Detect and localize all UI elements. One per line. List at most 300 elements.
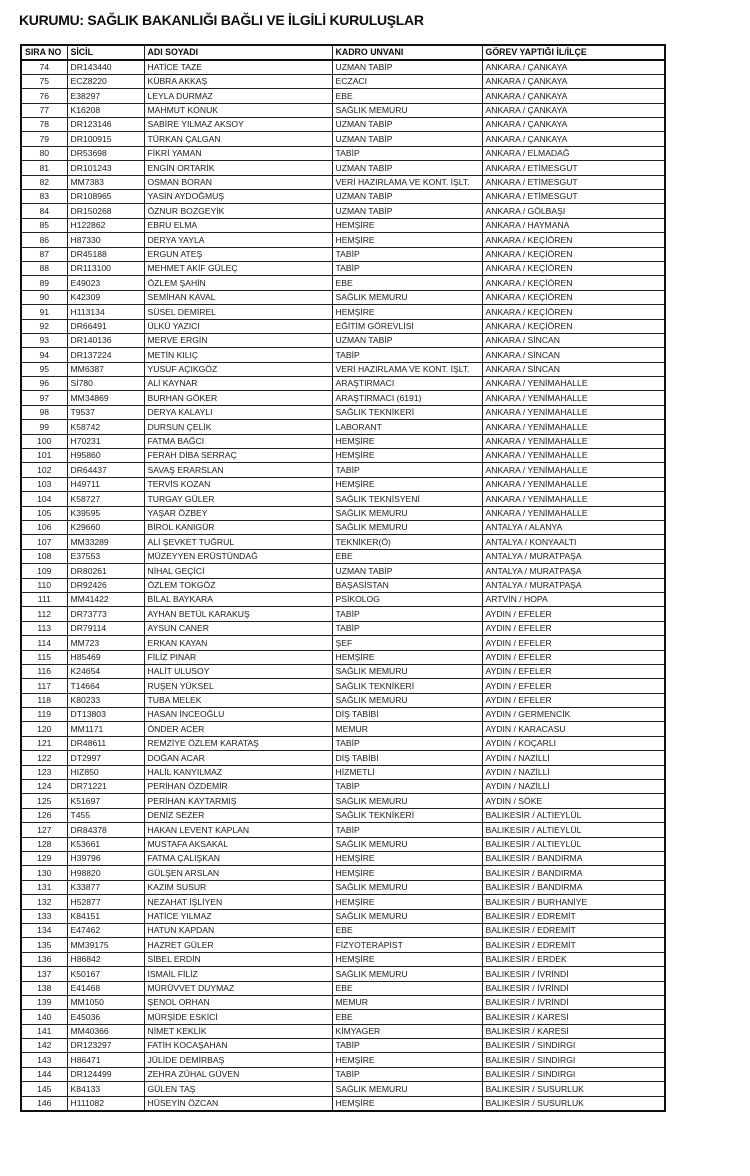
cell-sira-no: 77 (21, 103, 67, 117)
cell-sicil: DR79114 (67, 621, 144, 635)
cell-adi-soyadi: NEZAHAT İŞLİYEN (144, 895, 332, 909)
table-row (21, 794, 665, 808)
cell-kadro-unvani: SAĞLIK TEKNİKERİ (332, 405, 482, 419)
table-row (21, 923, 665, 937)
cell-adi-soyadi: FATİH KOCAŞAHAN (144, 1039, 332, 1053)
cell-sicil: DR71221 (67, 780, 144, 794)
cell-kadro-unvani: UZMAN TABİP (332, 118, 482, 132)
cell-sicil: DT2997 (67, 751, 144, 765)
table-row (21, 751, 665, 765)
cell-sicil: E37553 (67, 549, 144, 563)
cell-kadro-unvani: SAĞLIK MEMURU (332, 1082, 482, 1096)
cell-sira-no: 123 (21, 765, 67, 779)
cell-gorev-yaptigi-il-ilce: ANKARA / YENİMAHALLE (482, 463, 665, 477)
cell-kadro-unvani: TEKNİKER(Ö) (332, 535, 482, 549)
cell-adi-soyadi: ÜLKÜ YAZICI (144, 319, 332, 333)
table-row (21, 449, 665, 463)
cell-sicil: DR123146 (67, 118, 144, 132)
cell-gorev-yaptigi-il-ilce: ANTALYA / MURATPAŞA (482, 578, 665, 592)
cell-sicil: K80233 (67, 693, 144, 707)
cell-sicil: HIZ850 (67, 765, 144, 779)
page-title: KURUMU: SAĞLIK BAKANLIĞI BAĞLI VE İLGİLİ KURULUŞLAR (19, 12, 424, 28)
cell-gorev-yaptigi-il-ilce: BALIKESİR / İVRİNDİ (482, 995, 665, 1009)
cell-sira-no: 84 (21, 204, 67, 218)
cell-gorev-yaptigi-il-ilce: ANKARA / YENİMAHALLE (482, 391, 665, 405)
cell-kadro-unvani: HEMŞİRE (332, 477, 482, 491)
cell-sira-no: 125 (21, 794, 67, 808)
cell-adi-soyadi: NİMET KEKLİK (144, 1024, 332, 1038)
cell-sicil: K16208 (67, 103, 144, 117)
cell-kadro-unvani: SAĞLIK MEMURU (332, 521, 482, 535)
table-row (21, 995, 665, 1009)
cell-adi-soyadi: TUBA MELEK (144, 693, 332, 707)
cell-adi-soyadi: DERYA KALAYLI (144, 405, 332, 419)
table-row (21, 146, 665, 160)
cell-kadro-unvani: EBE (332, 981, 482, 995)
cell-sira-no: 144 (21, 1067, 67, 1081)
cell-sira-no: 91 (21, 305, 67, 319)
cell-sicil: MM7383 (67, 175, 144, 189)
cell-kadro-unvani: HEMŞİRE (332, 650, 482, 664)
table-row (21, 89, 665, 103)
cell-kadro-unvani: TABİP (332, 261, 482, 275)
cell-sicil: MM33289 (67, 535, 144, 549)
cell-sicil: DT13803 (67, 708, 144, 722)
cell-sicil: H86471 (67, 1053, 144, 1067)
cell-sicil: MM34869 (67, 391, 144, 405)
cell-sira-no: 118 (21, 693, 67, 707)
cell-kadro-unvani: FİZYOTERAPİST (332, 938, 482, 952)
cell-kadro-unvani: EBE (332, 276, 482, 290)
cell-adi-soyadi: DOĞAN ACAR (144, 751, 332, 765)
cell-kadro-unvani: TABİP (332, 348, 482, 362)
cell-sicil: K84133 (67, 1082, 144, 1096)
cell-sicil: DR80261 (67, 564, 144, 578)
cell-gorev-yaptigi-il-ilce: ANTALYA / ALANYA (482, 521, 665, 535)
cell-sicil: T455 (67, 808, 144, 822)
cell-gorev-yaptigi-il-ilce: ANKARA / GÖLBAŞI (482, 204, 665, 218)
cell-adi-soyadi: ALİ ŞEVKET TUĞRUL (144, 535, 332, 549)
cell-gorev-yaptigi-il-ilce: BALIKESİR / ALTIEYLÜL (482, 823, 665, 837)
cell-sicil: K29660 (67, 521, 144, 535)
cell-sira-no: 135 (21, 938, 67, 952)
cell-sicil: K50167 (67, 967, 144, 981)
cell-kadro-unvani: HEMŞİRE (332, 233, 482, 247)
cell-sicil: K58742 (67, 420, 144, 434)
cell-sira-no: 143 (21, 1053, 67, 1067)
table-row (21, 1053, 665, 1067)
cell-kadro-unvani: SAĞLIK MEMURU (332, 103, 482, 117)
cell-sicil: DR66491 (67, 319, 144, 333)
cell-gorev-yaptigi-il-ilce: BALIKESİR / EDREMİT (482, 923, 665, 937)
cell-adi-soyadi: YUSUF AÇIKGÖZ (144, 362, 332, 376)
cell-sira-no: 79 (21, 132, 67, 146)
table-row (21, 693, 665, 707)
cell-adi-soyadi: REMZİYE ÖZLEM KARATAŞ (144, 736, 332, 750)
table-row (21, 1082, 665, 1096)
cell-kadro-unvani: SAĞLIK MEMURU (332, 794, 482, 808)
table-row (21, 233, 665, 247)
cell-sira-no: 113 (21, 621, 67, 635)
cell-adi-soyadi: OSMAN BORAN (144, 175, 332, 189)
column-header-gorev-yaptigi-il-ilce: GÖREV YAPTIĞI İL/İLÇE (482, 45, 665, 60)
cell-kadro-unvani: TABİP (332, 1039, 482, 1053)
cell-sicil: DR108965 (67, 190, 144, 204)
cell-gorev-yaptigi-il-ilce: ANKARA / KEÇİÖREN (482, 233, 665, 247)
cell-sicil: K51697 (67, 794, 144, 808)
cell-sicil: K42309 (67, 290, 144, 304)
cell-sira-no: 75 (21, 74, 67, 88)
cell-gorev-yaptigi-il-ilce: BALIKESİR / BANDIRMA (482, 880, 665, 894)
cell-gorev-yaptigi-il-ilce: AYDIN / NAZİLLİ (482, 765, 665, 779)
cell-gorev-yaptigi-il-ilce: AYDIN / KARACASU (482, 722, 665, 736)
cell-adi-soyadi: DERYA YAYLA (144, 233, 332, 247)
cell-adi-soyadi: FATMA ÇALIŞKAN (144, 851, 332, 865)
cell-adi-soyadi: PERİHAN ÖZDEMİR (144, 780, 332, 794)
cell-sicil: DR143440 (67, 60, 144, 75)
cell-kadro-unvani: HEMŞİRE (332, 851, 482, 865)
table-row (21, 967, 665, 981)
cell-kadro-unvani: SAĞLIK MEMURU (332, 909, 482, 923)
cell-sicil: DR53698 (67, 146, 144, 160)
cell-gorev-yaptigi-il-ilce: ANKARA / KEÇİÖREN (482, 305, 665, 319)
cell-adi-soyadi: ÖZLEM TOKGÖZ (144, 578, 332, 592)
cell-adi-soyadi: ERKAN KAYAN (144, 636, 332, 650)
cell-adi-soyadi: HALİT ULUSOY (144, 664, 332, 678)
cell-sira-no: 124 (21, 780, 67, 794)
cell-kadro-unvani: KİMYAGER (332, 1024, 482, 1038)
cell-sira-no: 128 (21, 837, 67, 851)
cell-sira-no: 138 (21, 981, 67, 995)
table-row (21, 420, 665, 434)
cell-kadro-unvani: UZMAN TABİP (332, 333, 482, 347)
table-row (21, 391, 665, 405)
cell-kadro-unvani: TABİP (332, 607, 482, 621)
table-row (21, 377, 665, 391)
table-row (21, 765, 665, 779)
cell-kadro-unvani: EBE (332, 923, 482, 937)
cell-kadro-unvani: HEMŞİRE (332, 434, 482, 448)
cell-sicil: H70231 (67, 434, 144, 448)
cell-adi-soyadi: FİKRİ YAMAN (144, 146, 332, 160)
table-row (21, 722, 665, 736)
cell-kadro-unvani: DİŞ TABİBİ (332, 751, 482, 765)
cell-sira-no: 134 (21, 923, 67, 937)
table-row (21, 405, 665, 419)
cell-sicil: H87330 (67, 233, 144, 247)
cell-sira-no: 145 (21, 1082, 67, 1096)
cell-gorev-yaptigi-il-ilce: AYDIN / SÖKE (482, 794, 665, 808)
cell-gorev-yaptigi-il-ilce: BALIKESİR / ALTIEYLÜL (482, 837, 665, 851)
cell-kadro-unvani: TABİP (332, 823, 482, 837)
cell-sira-no: 88 (21, 261, 67, 275)
table-row (21, 319, 665, 333)
table-row (21, 1096, 665, 1111)
cell-sira-no: 146 (21, 1096, 67, 1111)
cell-gorev-yaptigi-il-ilce: BALIKESİR / BANDIRMA (482, 866, 665, 880)
cell-sira-no: 115 (21, 650, 67, 664)
cell-sira-no: 93 (21, 333, 67, 347)
cell-adi-soyadi: HAKAN LEVENT KAPLAN (144, 823, 332, 837)
cell-kadro-unvani: SAĞLIK MEMURU (332, 880, 482, 894)
cell-adi-soyadi: MÜZEYYEN ERÜSTÜNDAĞ (144, 549, 332, 563)
table-row (21, 1010, 665, 1024)
cell-adi-soyadi: GÜLŞEN ARSLAN (144, 866, 332, 880)
table-row (21, 333, 665, 347)
table-row (21, 621, 665, 635)
cell-kadro-unvani: SAĞLIK TEKNİKERİ (332, 808, 482, 822)
cell-sira-no: 104 (21, 492, 67, 506)
cell-gorev-yaptigi-il-ilce: BALIKESİR / EDREMİT (482, 938, 665, 952)
cell-sicil: MM1050 (67, 995, 144, 1009)
cell-sicil: H111082 (67, 1096, 144, 1111)
cell-sira-no: 117 (21, 679, 67, 693)
cell-gorev-yaptigi-il-ilce: AYDIN / KOÇARLI (482, 736, 665, 750)
table-row (21, 477, 665, 491)
cell-gorev-yaptigi-il-ilce: ANKARA / YENİMAHALLE (482, 506, 665, 520)
cell-adi-soyadi: SÜSEL DEMİREL (144, 305, 332, 319)
cell-sicil: H86842 (67, 952, 144, 966)
cell-sira-no: 101 (21, 449, 67, 463)
table-row (21, 190, 665, 204)
cell-sicil: H39796 (67, 851, 144, 865)
cell-adi-soyadi: HALİL KANYILMAZ (144, 765, 332, 779)
cell-kadro-unvani: TABİP (332, 780, 482, 794)
cell-adi-soyadi: ÖZNUR BOZGEYİK (144, 204, 332, 218)
cell-sicil: E38297 (67, 89, 144, 103)
cell-adi-soyadi: DENİZ SEZER (144, 808, 332, 822)
table-row (21, 664, 665, 678)
cell-sira-no: 126 (21, 808, 67, 822)
cell-gorev-yaptigi-il-ilce: ANKARA / YENİMAHALLE (482, 434, 665, 448)
cell-adi-soyadi: MEHMET AKİF GÜLEÇ (144, 261, 332, 275)
cell-gorev-yaptigi-il-ilce: ANKARA / ELMADAĞ (482, 146, 665, 160)
cell-adi-soyadi: EBRU ELMA (144, 218, 332, 232)
cell-sira-no: 92 (21, 319, 67, 333)
cell-gorev-yaptigi-il-ilce: ANKARA / ÇANKAYA (482, 60, 665, 75)
cell-adi-soyadi: HATUN KAPDAN (144, 923, 332, 937)
cell-adi-soyadi: RUŞEN YÜKSEL (144, 679, 332, 693)
cell-adi-soyadi: NİHAL GEÇİCİ (144, 564, 332, 578)
cell-adi-soyadi: HASAN İNCEOĞLU (144, 708, 332, 722)
cell-kadro-unvani: UZMAN TABİP (332, 161, 482, 175)
column-header-adi-soyadi: ADI SOYADI (144, 45, 332, 60)
cell-sicil: MM39175 (67, 938, 144, 952)
cell-kadro-unvani: SAĞLIK MEMURU (332, 837, 482, 851)
cell-kadro-unvani: HEMŞİRE (332, 1096, 482, 1111)
table-row (21, 679, 665, 693)
cell-sira-no: 131 (21, 880, 67, 894)
cell-adi-soyadi: BURHAN GÖKER (144, 391, 332, 405)
table-row (21, 218, 665, 232)
cell-kadro-unvani: HEMŞİRE (332, 218, 482, 232)
cell-sicil: MM1171 (67, 722, 144, 736)
cell-adi-soyadi: JÜLİDE DEMİRBAŞ (144, 1053, 332, 1067)
table-row (21, 780, 665, 794)
cell-kadro-unvani: LABORANT (332, 420, 482, 434)
cell-gorev-yaptigi-il-ilce: ANKARA / YENİMAHALLE (482, 377, 665, 391)
cell-gorev-yaptigi-il-ilce: AYDIN / NAZİLLİ (482, 751, 665, 765)
cell-kadro-unvani: MEMUR (332, 995, 482, 1009)
cell-kadro-unvani: UZMAN TABİP (332, 132, 482, 146)
cell-gorev-yaptigi-il-ilce: BALIKESİR / ALTIEYLÜL (482, 808, 665, 822)
cell-kadro-unvani: SAĞLIK MEMURU (332, 506, 482, 520)
cell-kadro-unvani: SAĞLIK MEMURU (332, 967, 482, 981)
cell-adi-soyadi: KÜBRA AKKAŞ (144, 74, 332, 88)
cell-sicil: H85469 (67, 650, 144, 664)
cell-sicil: DR101243 (67, 161, 144, 175)
cell-kadro-unvani: ARAŞTIRMACI (332, 377, 482, 391)
cell-kadro-unvani: TABİP (332, 146, 482, 160)
table-row (21, 823, 665, 837)
cell-kadro-unvani: HEMŞİRE (332, 1053, 482, 1067)
cell-kadro-unvani: TABİP (332, 1067, 482, 1081)
cell-sira-no: 108 (21, 549, 67, 563)
cell-sicil: MM6387 (67, 362, 144, 376)
cell-sicil: K58727 (67, 492, 144, 506)
table-row (21, 60, 665, 75)
cell-kadro-unvani: ECZACI (332, 74, 482, 88)
table-row (21, 161, 665, 175)
cell-kadro-unvani: SAĞLIK MEMURU (332, 693, 482, 707)
cell-adi-soyadi: METİN KILIÇ (144, 348, 332, 362)
cell-gorev-yaptigi-il-ilce: ANTALYA / MURATPAŞA (482, 564, 665, 578)
cell-kadro-unvani: EBE (332, 1010, 482, 1024)
cell-sicil: E49023 (67, 276, 144, 290)
cell-sira-no: 116 (21, 664, 67, 678)
cell-sira-no: 109 (21, 564, 67, 578)
cell-gorev-yaptigi-il-ilce: ANKARA / YENİMAHALLE (482, 449, 665, 463)
cell-sicil: DR123297 (67, 1039, 144, 1053)
table-row (21, 348, 665, 362)
cell-sira-no: 83 (21, 190, 67, 204)
cell-gorev-yaptigi-il-ilce: BALIKESİR / EDREMİT (482, 909, 665, 923)
cell-gorev-yaptigi-il-ilce: ANKARA / KEÇİÖREN (482, 247, 665, 261)
cell-sicil: ECZ8220 (67, 74, 144, 88)
cell-kadro-unvani: SAĞLIK MEMURU (332, 290, 482, 304)
cell-gorev-yaptigi-il-ilce: ANKARA / KEÇİÖREN (482, 290, 665, 304)
table-row (21, 650, 665, 664)
cell-sicil: DR100915 (67, 132, 144, 146)
cell-gorev-yaptigi-il-ilce: ANTALYA / KONYAALTI (482, 535, 665, 549)
cell-sira-no: 106 (21, 521, 67, 535)
cell-sicil: DR45188 (67, 247, 144, 261)
cell-sira-no: 81 (21, 161, 67, 175)
cell-adi-soyadi: GÜLEN TAŞ (144, 1082, 332, 1096)
cell-gorev-yaptigi-il-ilce: BALIKESİR / SINDIRGI (482, 1067, 665, 1081)
cell-adi-soyadi: ERGUN ATEŞ (144, 247, 332, 261)
cell-sicil: T14664 (67, 679, 144, 693)
cell-gorev-yaptigi-il-ilce: BALIKESİR / BANDIRMA (482, 851, 665, 865)
cell-sicil: K84151 (67, 909, 144, 923)
table-row (21, 1024, 665, 1038)
table-row (21, 175, 665, 189)
cell-kadro-unvani: UZMAN TABİP (332, 204, 482, 218)
cell-gorev-yaptigi-il-ilce: BALIKESİR / BURHANİYE (482, 895, 665, 909)
cell-sira-no: 137 (21, 967, 67, 981)
cell-adi-soyadi: BİLAL BAYKARA (144, 592, 332, 606)
cell-gorev-yaptigi-il-ilce: ANKARA / ETİMESGUT (482, 161, 665, 175)
cell-gorev-yaptigi-il-ilce: ANKARA / ÇANKAYA (482, 103, 665, 117)
cell-sicil: DR150268 (67, 204, 144, 218)
cell-gorev-yaptigi-il-ilce: ANKARA / KEÇİÖREN (482, 319, 665, 333)
cell-sira-no: 78 (21, 118, 67, 132)
cell-gorev-yaptigi-il-ilce: BALIKESİR / SINDIRGI (482, 1039, 665, 1053)
cell-adi-soyadi: MUSTAFA AKSAKAL (144, 837, 332, 851)
cell-sira-no: 114 (21, 636, 67, 650)
cell-adi-soyadi: SAVAŞ ERARSLAN (144, 463, 332, 477)
table-row (21, 74, 665, 88)
table-row (21, 880, 665, 894)
cell-sicil: E45036 (67, 1010, 144, 1024)
table-row (21, 247, 665, 261)
cell-sira-no: 95 (21, 362, 67, 376)
cell-gorev-yaptigi-il-ilce: ANKARA / YENİMAHALLE (482, 420, 665, 434)
cell-gorev-yaptigi-il-ilce: BALIKESİR / SUSURLUK (482, 1082, 665, 1096)
cell-gorev-yaptigi-il-ilce: ANKARA / YENİMAHALLE (482, 492, 665, 506)
table-row (21, 290, 665, 304)
cell-sira-no: 89 (21, 276, 67, 290)
cell-gorev-yaptigi-il-ilce: AYDIN / EFELER (482, 607, 665, 621)
cell-gorev-yaptigi-il-ilce: ANKARA / ÇANKAYA (482, 74, 665, 88)
cell-adi-soyadi: SİBEL ERDİN (144, 952, 332, 966)
cell-adi-soyadi: MÜRŞİDE ESKİCİ (144, 1010, 332, 1024)
cell-adi-soyadi: LEYLA DURMAZ (144, 89, 332, 103)
cell-sira-no: 87 (21, 247, 67, 261)
cell-sira-no: 112 (21, 607, 67, 621)
table-row (21, 607, 665, 621)
cell-sira-no: 132 (21, 895, 67, 909)
cell-sicil: E41468 (67, 981, 144, 995)
cell-kadro-unvani: TABİP (332, 736, 482, 750)
cell-adi-soyadi: ŞENOL ORHAN (144, 995, 332, 1009)
cell-gorev-yaptigi-il-ilce: ARTVİN / HOPA (482, 592, 665, 606)
cell-kadro-unvani: UZMAN TABİP (332, 564, 482, 578)
cell-sira-no: 103 (21, 477, 67, 491)
cell-kadro-unvani: PSİKOLOG (332, 592, 482, 606)
table-row (21, 276, 665, 290)
cell-gorev-yaptigi-il-ilce: BALIKESİR / KARESİ (482, 1010, 665, 1024)
cell-kadro-unvani: EBE (332, 549, 482, 563)
cell-sira-no: 96 (21, 377, 67, 391)
table-row (21, 895, 665, 909)
table-row (21, 952, 665, 966)
cell-sira-no: 129 (21, 851, 67, 865)
table-row (21, 261, 665, 275)
table-row (21, 837, 665, 851)
cell-sicil: DR64437 (67, 463, 144, 477)
cell-kadro-unvani: SAĞLIK MEMURU (332, 664, 482, 678)
cell-adi-soyadi: SEMİHAN KAVAL (144, 290, 332, 304)
cell-kadro-unvani: VERİ HAZIRLAMA VE KONT. İŞLT. (332, 362, 482, 376)
cell-sicil: H113134 (67, 305, 144, 319)
cell-kadro-unvani: SAĞLIK TEKNİKERİ (332, 679, 482, 693)
cell-gorev-yaptigi-il-ilce: ANKARA / KEÇİÖREN (482, 276, 665, 290)
cell-sicil: MM40366 (67, 1024, 144, 1038)
table-row (21, 521, 665, 535)
cell-sira-no: 130 (21, 866, 67, 880)
personnel-table (20, 44, 666, 1112)
cell-kadro-unvani: ARAŞTIRMACI (6191) (332, 391, 482, 405)
cell-gorev-yaptigi-il-ilce: AYDIN / EFELER (482, 650, 665, 664)
cell-sira-no: 85 (21, 218, 67, 232)
table-row (21, 636, 665, 650)
cell-kadro-unvani: EBE (332, 89, 482, 103)
cell-gorev-yaptigi-il-ilce: BALIKESİR / SINDIRGI (482, 1053, 665, 1067)
cell-kadro-unvani: HEMŞİRE (332, 895, 482, 909)
cell-kadro-unvani: TABİP (332, 463, 482, 477)
table-row (21, 1039, 665, 1053)
